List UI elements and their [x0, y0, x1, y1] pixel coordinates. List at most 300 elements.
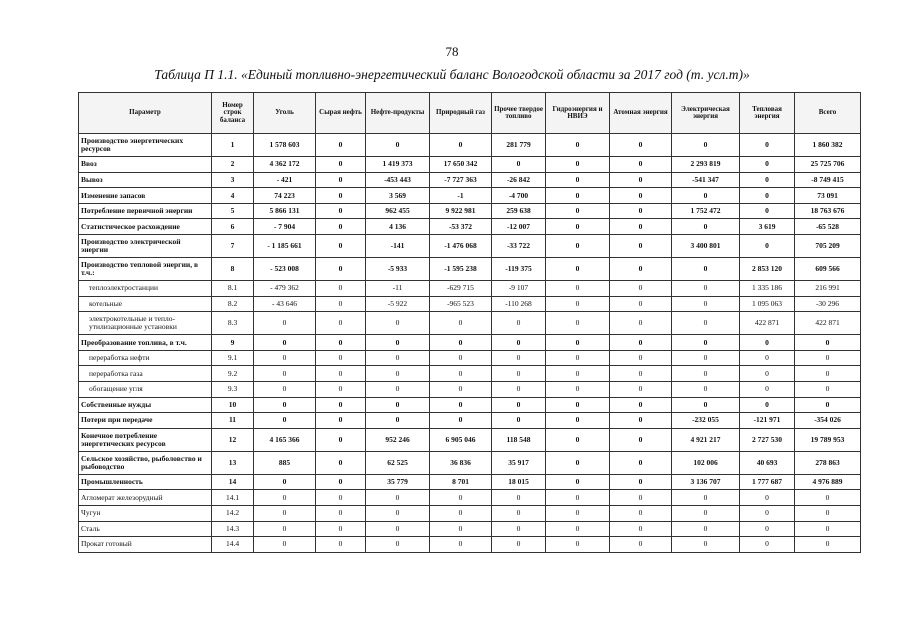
- table-cell: 0: [672, 397, 740, 413]
- row-number: 8.1: [212, 280, 254, 296]
- column-header: Атомная энергия: [610, 93, 672, 134]
- table-cell: 0: [366, 366, 430, 382]
- table-cell: 0: [610, 172, 672, 188]
- table-cell: 0: [795, 335, 861, 351]
- table-cell: 0: [492, 397, 546, 413]
- column-header: Природный газ: [430, 93, 492, 134]
- row-number: 8.2: [212, 296, 254, 312]
- table-cell: 0: [740, 203, 795, 219]
- row-number: 3: [212, 172, 254, 188]
- row-parameter: Собственные нужды: [79, 397, 212, 413]
- table-cell: 0: [672, 350, 740, 366]
- table-cell: 609 566: [795, 257, 861, 280]
- table-cell: 0: [316, 203, 366, 219]
- table-cell: 0: [254, 312, 316, 335]
- table-cell: 0: [610, 428, 672, 451]
- row-number: 11: [212, 413, 254, 429]
- table-cell: 118 548: [492, 428, 546, 451]
- table-row: [79, 381, 861, 397]
- table-cell: 4 165 366: [254, 428, 316, 451]
- table-cell: 0: [610, 521, 672, 537]
- table-row: [79, 350, 861, 366]
- row-parameter: Агломерат железорудный: [79, 490, 212, 506]
- row-number: 6: [212, 219, 254, 235]
- table-cell: 0: [316, 157, 366, 173]
- row-number: 5: [212, 203, 254, 219]
- table-cell: 0: [610, 381, 672, 397]
- row-number: 9: [212, 335, 254, 351]
- table-cell: 0: [366, 134, 430, 157]
- table-cell: 35 779: [366, 474, 430, 490]
- table-cell: 0: [740, 505, 795, 521]
- table-cell: 0: [610, 296, 672, 312]
- table-cell: 0: [610, 335, 672, 351]
- table-cell: 2 727 530: [740, 428, 795, 451]
- table-header-row: [79, 93, 861, 134]
- table-cell: - 1 185 661: [254, 234, 316, 257]
- table-cell: - 479 362: [254, 280, 316, 296]
- table-cell: 0: [254, 350, 316, 366]
- table-row: [79, 490, 861, 506]
- table-cell: 0: [672, 296, 740, 312]
- table-cell: 2 853 120: [740, 257, 795, 280]
- table-cell: 0: [492, 157, 546, 173]
- table-cell: -965 523: [430, 296, 492, 312]
- row-parameter: Потери при передаче: [79, 413, 212, 429]
- table-cell: 705 209: [795, 234, 861, 257]
- table-cell: 0: [672, 188, 740, 204]
- row-number: 9.1: [212, 350, 254, 366]
- row-number: 14: [212, 474, 254, 490]
- table-cell: 0: [740, 134, 795, 157]
- column-header: Тепловая энергия: [740, 93, 795, 134]
- table-row: [79, 428, 861, 451]
- table-cell: 281 779: [492, 134, 546, 157]
- table-cell: 0: [795, 521, 861, 537]
- table-cell: -8 749 415: [795, 172, 861, 188]
- table-cell: 0: [546, 413, 610, 429]
- table-cell: 0: [254, 413, 316, 429]
- table-cell: 0: [740, 350, 795, 366]
- table-cell: 0: [672, 219, 740, 235]
- table-cell: 0: [316, 451, 366, 474]
- table-cell: 0: [316, 280, 366, 296]
- table-row: [79, 157, 861, 173]
- table-cell: -4 700: [492, 188, 546, 204]
- column-header: Нефте-продукты: [366, 93, 430, 134]
- table-cell: 0: [610, 451, 672, 474]
- table-cell: 0: [366, 505, 430, 521]
- table-cell: 0: [740, 381, 795, 397]
- table-cell: 5 866 131: [254, 203, 316, 219]
- table-cell: 0: [740, 397, 795, 413]
- table-cell: 0: [430, 521, 492, 537]
- table-cell: -119 375: [492, 257, 546, 280]
- row-number: 1: [212, 134, 254, 157]
- table-cell: 0: [316, 172, 366, 188]
- table-cell: 0: [254, 505, 316, 521]
- table-cell: 0: [610, 157, 672, 173]
- table-cell: 0: [795, 397, 861, 413]
- table-cell: 0: [316, 188, 366, 204]
- table-cell: 36 836: [430, 451, 492, 474]
- fuel-energy-balance-table: [78, 92, 861, 553]
- column-header: Уголь: [254, 93, 316, 134]
- row-number: 14.1: [212, 490, 254, 506]
- table-cell: 0: [546, 490, 610, 506]
- table-cell: 962 455: [366, 203, 430, 219]
- table-cell: 0: [316, 335, 366, 351]
- row-parameter: Сталь: [79, 521, 212, 537]
- table-cell: 0: [492, 505, 546, 521]
- table-cell: 0: [672, 521, 740, 537]
- table-cell: 0: [254, 366, 316, 382]
- table-cell: 6 905 046: [430, 428, 492, 451]
- table-cell: 0: [316, 428, 366, 451]
- table-cell: -1: [430, 188, 492, 204]
- table-cell: 0: [546, 350, 610, 366]
- table-cell: 0: [672, 280, 740, 296]
- table-cell: 18 763 676: [795, 203, 861, 219]
- table-row: [79, 537, 861, 553]
- table-cell: 0: [740, 234, 795, 257]
- table-cell: -541 347: [672, 172, 740, 188]
- table-cell: 0: [546, 474, 610, 490]
- table-cell: 0: [366, 381, 430, 397]
- table-cell: -110 268: [492, 296, 546, 312]
- table-cell: 0: [316, 474, 366, 490]
- row-parameter: Конечное потребление энергетических ресурсов: [79, 428, 212, 451]
- table-cell: 0: [254, 397, 316, 413]
- table-row: [79, 451, 861, 474]
- table-cell: 0: [610, 397, 672, 413]
- table-cell: 0: [610, 537, 672, 553]
- table-cell: 0: [546, 312, 610, 335]
- table-cell: 1 095 063: [740, 296, 795, 312]
- table-cell: 0: [546, 203, 610, 219]
- row-parameter: Производство электрической энергии: [79, 234, 212, 257]
- table-cell: 0: [672, 366, 740, 382]
- table-cell: -11: [366, 280, 430, 296]
- column-header: Электрическая энергия: [672, 93, 740, 134]
- table-cell: 3 400 801: [672, 234, 740, 257]
- row-parameter: Потребление первичной энергии: [79, 203, 212, 219]
- table-row: [79, 257, 861, 280]
- table-cell: -30 296: [795, 296, 861, 312]
- table-cell: 0: [316, 134, 366, 157]
- table-cell: 0: [366, 537, 430, 553]
- table-cell: 0: [610, 505, 672, 521]
- table-cell: 2 293 819: [672, 157, 740, 173]
- table-cell: -12 007: [492, 219, 546, 235]
- table-cell: 0: [672, 381, 740, 397]
- table-cell: 0: [366, 413, 430, 429]
- row-parameter: переработка газа: [79, 366, 212, 382]
- table-cell: 0: [430, 335, 492, 351]
- table-cell: 0: [254, 335, 316, 351]
- table-cell: 0: [795, 537, 861, 553]
- table-row: [79, 296, 861, 312]
- row-parameter: Сельское хозяйство, рыболовство и рыбоводство: [79, 451, 212, 474]
- column-header: Сырая нефть: [316, 93, 366, 134]
- table-cell: 0: [610, 257, 672, 280]
- table-cell: 0: [316, 296, 366, 312]
- table-cell: 102 006: [672, 451, 740, 474]
- table-cell: 0: [795, 505, 861, 521]
- table-cell: 0: [546, 505, 610, 521]
- table-cell: -65 528: [795, 219, 861, 235]
- table-cell: -141: [366, 234, 430, 257]
- table-cell: -121 971: [740, 413, 795, 429]
- table-cell: 0: [366, 335, 430, 351]
- table-cell: 422 871: [795, 312, 861, 335]
- table-cell: 0: [316, 413, 366, 429]
- table-cell: 0: [430, 312, 492, 335]
- table-cell: 0: [610, 474, 672, 490]
- table-cell: 0: [610, 366, 672, 382]
- table-cell: 0: [492, 312, 546, 335]
- table-cell: 0: [492, 490, 546, 506]
- column-header: Всего: [795, 93, 861, 134]
- table-cell: 216 991: [795, 280, 861, 296]
- table-body: [79, 134, 861, 553]
- row-parameter: котельные: [79, 296, 212, 312]
- table-cell: 0: [254, 381, 316, 397]
- row-parameter: Изменение запасов: [79, 188, 212, 204]
- table-cell: -354 026: [795, 413, 861, 429]
- table-cell: 8 701: [430, 474, 492, 490]
- table-cell: 0: [610, 413, 672, 429]
- table-row: [79, 397, 861, 413]
- table-cell: 0: [740, 188, 795, 204]
- table-cell: 0: [795, 381, 861, 397]
- table-row: [79, 521, 861, 537]
- table-cell: 0: [316, 490, 366, 506]
- table-cell: 0: [430, 505, 492, 521]
- table-cell: 0: [546, 172, 610, 188]
- table-cell: 0: [546, 537, 610, 553]
- row-parameter: Вывоз: [79, 172, 212, 188]
- table-cell: 35 917: [492, 451, 546, 474]
- row-number: 14.4: [212, 537, 254, 553]
- table-row: [79, 335, 861, 351]
- table-cell: 0: [672, 257, 740, 280]
- table-cell: -26 842: [492, 172, 546, 188]
- table-cell: -5 933: [366, 257, 430, 280]
- table-cell: 0: [366, 490, 430, 506]
- table-cell: 0: [546, 296, 610, 312]
- table-cell: 0: [672, 537, 740, 553]
- table-cell: 0: [254, 474, 316, 490]
- table-cell: 0: [546, 335, 610, 351]
- table-cell: 0: [430, 397, 492, 413]
- table-cell: 259 638: [492, 203, 546, 219]
- table-cell: - 421: [254, 172, 316, 188]
- table-cell: 0: [546, 219, 610, 235]
- table-cell: 0: [610, 312, 672, 335]
- table-cell: 0: [740, 172, 795, 188]
- row-number: 7: [212, 234, 254, 257]
- table-cell: 0: [492, 537, 546, 553]
- table-cell: 0: [610, 219, 672, 235]
- table-cell: 3 136 707: [672, 474, 740, 490]
- row-number: 8: [212, 257, 254, 280]
- row-parameter: Производство тепловой энергии, в т.ч.:: [79, 257, 212, 280]
- page-number: 78: [445, 44, 459, 59]
- table-row: [79, 474, 861, 490]
- table-cell: - 523 008: [254, 257, 316, 280]
- table-cell: 74 223: [254, 188, 316, 204]
- table-cell: - 43 646: [254, 296, 316, 312]
- table-cell: 19 789 953: [795, 428, 861, 451]
- row-parameter: Ввоз: [79, 157, 212, 173]
- table-cell: 25 725 706: [795, 157, 861, 173]
- table-cell: 0: [254, 521, 316, 537]
- row-number: 12: [212, 428, 254, 451]
- table-cell: 0: [430, 381, 492, 397]
- table-cell: 0: [366, 521, 430, 537]
- table-cell: -1 595 238: [430, 257, 492, 280]
- row-parameter: переработка нефти: [79, 350, 212, 366]
- table-cell: 0: [546, 134, 610, 157]
- table-cell: 0: [795, 366, 861, 382]
- table-cell: 1 419 373: [366, 157, 430, 173]
- table-row: [79, 413, 861, 429]
- table-cell: 0: [546, 234, 610, 257]
- table-cell: 0: [740, 537, 795, 553]
- table-cell: 0: [492, 381, 546, 397]
- table-cell: 0: [740, 335, 795, 351]
- table-cell: 0: [610, 350, 672, 366]
- table-cell: -629 715: [430, 280, 492, 296]
- table-cell: 0: [740, 490, 795, 506]
- table-cell: 0: [795, 490, 861, 506]
- row-parameter: электрокотельные и тепло-утилизационные установки: [79, 312, 212, 335]
- table-cell: -453 443: [366, 172, 430, 188]
- table-cell: -232 055: [672, 413, 740, 429]
- table-cell: 0: [546, 428, 610, 451]
- table-cell: 0: [316, 350, 366, 366]
- table-cell: 0: [492, 366, 546, 382]
- table-row: [79, 203, 861, 219]
- table-cell: 0: [316, 366, 366, 382]
- table-cell: 0: [610, 280, 672, 296]
- table-cell: 1 860 382: [795, 134, 861, 157]
- table-row: [79, 505, 861, 521]
- column-header: Прочее твердое топливо: [492, 93, 546, 134]
- table-cell: 0: [610, 203, 672, 219]
- row-parameter: Преобразование топлива, в т.ч.: [79, 335, 212, 351]
- table-cell: 0: [795, 350, 861, 366]
- table-cell: -1 476 068: [430, 234, 492, 257]
- table-cell: 73 091: [795, 188, 861, 204]
- table-cell: -9 107: [492, 280, 546, 296]
- row-number: 8.3: [212, 312, 254, 335]
- table-cell: 4 921 217: [672, 428, 740, 451]
- column-header: Номер строк баланса: [212, 93, 254, 134]
- row-parameter: обогащение угля: [79, 381, 212, 397]
- table-row: [79, 172, 861, 188]
- table-cell: 0: [546, 451, 610, 474]
- row-parameter: Чугун: [79, 505, 212, 521]
- table-title: Таблица П 1.1. «Единый топливно-энергетический баланс Вологодской области за 2017 год (т. усл.т)»: [154, 67, 750, 82]
- table-row: [79, 219, 861, 235]
- row-parameter: Промышленность: [79, 474, 212, 490]
- table-row: [79, 312, 861, 335]
- table-cell: 9 922 981: [430, 203, 492, 219]
- table-cell: 0: [254, 537, 316, 553]
- table-cell: 0: [610, 490, 672, 506]
- table-row: [79, 366, 861, 382]
- table-cell: 0: [492, 521, 546, 537]
- table-cell: 0: [546, 381, 610, 397]
- row-number: 9.3: [212, 381, 254, 397]
- table-cell: 0: [366, 350, 430, 366]
- table-cell: 62 525: [366, 451, 430, 474]
- table-cell: 0: [430, 350, 492, 366]
- table-cell: 278 863: [795, 451, 861, 474]
- table-cell: 0: [740, 157, 795, 173]
- table-cell: 0: [430, 134, 492, 157]
- table-cell: 0: [546, 257, 610, 280]
- row-number: 13: [212, 451, 254, 474]
- table-cell: 0: [430, 366, 492, 382]
- table-cell: 17 650 342: [430, 157, 492, 173]
- table-cell: 0: [430, 537, 492, 553]
- table-cell: 3 619: [740, 219, 795, 235]
- table-cell: 0: [316, 219, 366, 235]
- table-cell: -5 922: [366, 296, 430, 312]
- row-number: 14.2: [212, 505, 254, 521]
- table-cell: 0: [546, 521, 610, 537]
- column-header: Параметр: [79, 93, 212, 134]
- table-cell: 0: [546, 157, 610, 173]
- table-cell: 952 246: [366, 428, 430, 451]
- table-row: [79, 188, 861, 204]
- table-cell: 0: [316, 521, 366, 537]
- table-cell: 0: [546, 188, 610, 204]
- table-cell: -7 727 363: [430, 172, 492, 188]
- table-cell: 3 569: [366, 188, 430, 204]
- table-cell: 18 015: [492, 474, 546, 490]
- table-cell: 0: [316, 397, 366, 413]
- table-cell: 0: [672, 490, 740, 506]
- table-cell: 4 362 172: [254, 157, 316, 173]
- table-cell: 1 777 687: [740, 474, 795, 490]
- row-parameter: Производство энергетических ресурсов: [79, 134, 212, 157]
- table-cell: 1 335 186: [740, 280, 795, 296]
- table-cell: 0: [366, 312, 430, 335]
- table-row: [79, 134, 861, 157]
- table-cell: 4 136: [366, 219, 430, 235]
- table-row: [79, 234, 861, 257]
- table-cell: 0: [430, 413, 492, 429]
- table-cell: -53 372: [430, 219, 492, 235]
- table-cell: 0: [740, 521, 795, 537]
- table-cell: 0: [492, 413, 546, 429]
- table-cell: 0: [546, 397, 610, 413]
- table-cell: 0: [254, 490, 316, 506]
- table-cell: 1 752 472: [672, 203, 740, 219]
- table-cell: 4 976 889: [795, 474, 861, 490]
- row-number: 2: [212, 157, 254, 173]
- table-cell: 0: [672, 335, 740, 351]
- row-number: 4: [212, 188, 254, 204]
- table-cell: 0: [610, 234, 672, 257]
- table-cell: 0: [492, 335, 546, 351]
- row-number: 14.3: [212, 521, 254, 537]
- table-cell: 0: [610, 134, 672, 157]
